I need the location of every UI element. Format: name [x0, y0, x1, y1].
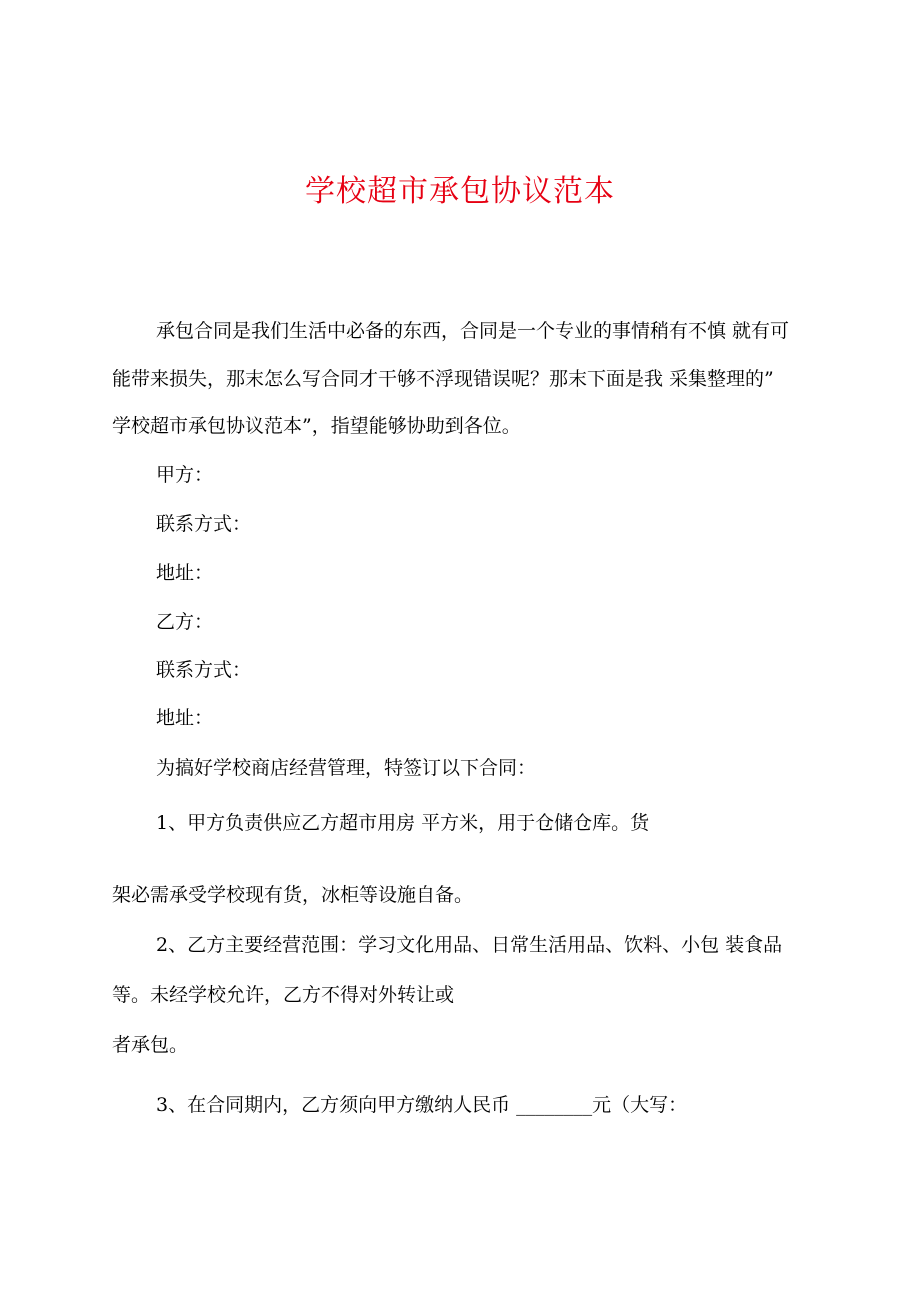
clause-line: 架必需承受学校现有货，冰柜等设施自备。	[112, 884, 474, 906]
party-a-contact-label: 联系方式：	[156, 513, 252, 535]
clause-line: 3、在合同期内，乙方须向甲方缴纳人民币 ________元（大写：	[156, 1094, 688, 1116]
paragraph-line: 承包合同是我们生活中必备的东西，合同是一个专业的事情稍有不慎 就有可	[156, 320, 790, 342]
paragraph-line: 能带来损失，那末怎么写合同才干够不浮现错误呢？那末下面是我 采集整理的”	[112, 368, 774, 390]
party-b-label: 乙方：	[156, 611, 214, 633]
clause-line: 2、乙方主要经营范围：学习文化用品、日常生活用品、饮料、小包 装食品	[156, 934, 783, 956]
document-title: 学校超市承包协议范本	[305, 174, 615, 209]
clause-line: 等。未经学校允许，乙方不得对外转让或	[112, 984, 455, 1006]
paragraph-line: 为搞好学校商店经营管理，特签订以下合同：	[156, 757, 537, 779]
party-a-label: 甲方：	[156, 464, 214, 486]
party-b-contact-label: 联系方式：	[156, 659, 252, 681]
clause-line: 1、甲方负责供应乙方超市用房 平方米，用于仓储仓库。货	[156, 812, 650, 834]
party-a-address-label: 地址：	[156, 562, 214, 584]
party-b-address-label: 地址：	[156, 707, 214, 729]
clause-line: 者承包。	[112, 1034, 189, 1056]
paragraph-line: 学校超市承包协议范本”，指望能够协助到各位。	[112, 415, 521, 437]
